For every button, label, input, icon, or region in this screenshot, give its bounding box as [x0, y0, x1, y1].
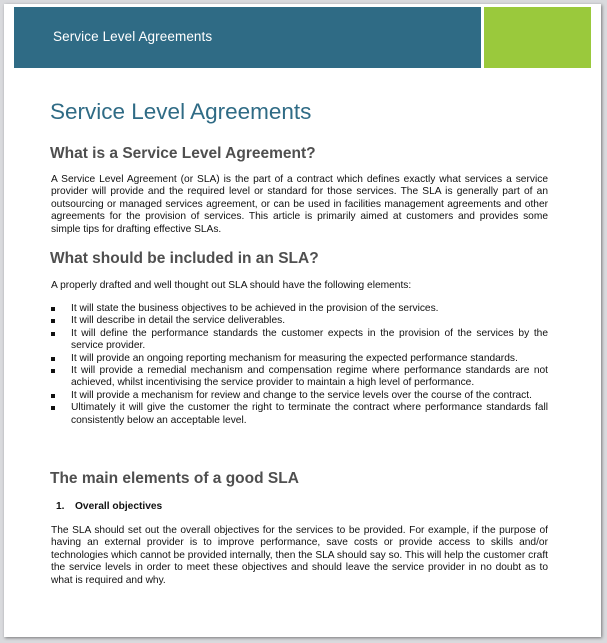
- subsection-heading: [56, 501, 162, 512]
- list-item-text: It will provide an ongoing reporting mechanism for measuring the expected performance standards.: [71, 352, 518, 364]
- header-title: Service Level Agreements: [53, 29, 213, 44]
- header-accent-block: [484, 7, 591, 68]
- elements-bullet-list: [51, 303, 548, 427]
- document-title: Service Level Agreements: [50, 99, 312, 124]
- list-item-text: It will describe in detail the service deliverables.: [71, 315, 286, 327]
- list-item: [51, 303, 548, 315]
- list-item: [51, 402, 548, 427]
- list-item: [51, 328, 548, 353]
- list-item-text: It will state the business objectives to be achieved in the provision of the services.: [71, 303, 439, 314]
- bullet-marker: [51, 369, 55, 373]
- subsection-number: 1.: [56, 501, 65, 512]
- bullet-marker: [51, 406, 55, 410]
- list-item: [51, 365, 548, 390]
- section-heading-what-included: What should be included in an SLA?: [50, 250, 319, 267]
- section-paragraph-what-is-sla: A Service Level Agreement (or SLA) is the part of a contract which defines exactly what services a service provider will provide and the required level or standard for those services. The SLA is generally part of an outsourcing or managed services agreement, or can be used in facilities management agreements and other agreements for the provision of services. This article is primarily aimed at customers and provides some simple tips for drafting effective SLAs.: [51, 174, 548, 235]
- list-item-text: It will provide a mechanism for review and change to the service levels over the course of the contract.: [71, 389, 532, 401]
- subsection-title: Overall objectives: [75, 501, 163, 512]
- list-item: [51, 390, 548, 402]
- section-intro-what-included: A properly drafted and well thought out SLA should have the following elements:: [51, 280, 412, 291]
- header-bar: [14, 7, 481, 68]
- list-item-text: It will define the performance standards the customer expects in the provision of the services by the service provider.: [71, 327, 548, 352]
- bullet-marker: [51, 319, 55, 323]
- list-item-text: It will provide a remedial mechanism and compensation regime where performance standards are not achieved, whilst incentivising the service provider to maintain a high level of performance.: [71, 365, 548, 389]
- list-item: [51, 315, 548, 327]
- list-item: [51, 353, 548, 365]
- subsection-paragraph: The SLA should set out the overall objectives for the services to be provided. For example, if the purpose of having an external provider is to improve performance, save costs or provide access to skills and/or technologies which cannot be provided internally, then the SLA should say so. This will help the customer craft the service levels in order to meet these objectives and should leave the service provider in no doubt as to what is required and why.: [51, 525, 548, 586]
- section-heading-what-is-sla: What is a Service Level Agreement?: [50, 145, 316, 162]
- bullet-marker: [51, 394, 55, 398]
- section-heading-main-elements: The main elements of a good SLA: [50, 470, 299, 487]
- document-page: [4, 4, 601, 637]
- bullet-marker: [51, 332, 55, 336]
- bullet-marker: [51, 357, 55, 361]
- list-item-text: Ultimately it will give the customer the right to terminate the contract where performance standards fall consistently below an acceptable level.: [71, 402, 548, 426]
- bullet-marker: [51, 307, 55, 311]
